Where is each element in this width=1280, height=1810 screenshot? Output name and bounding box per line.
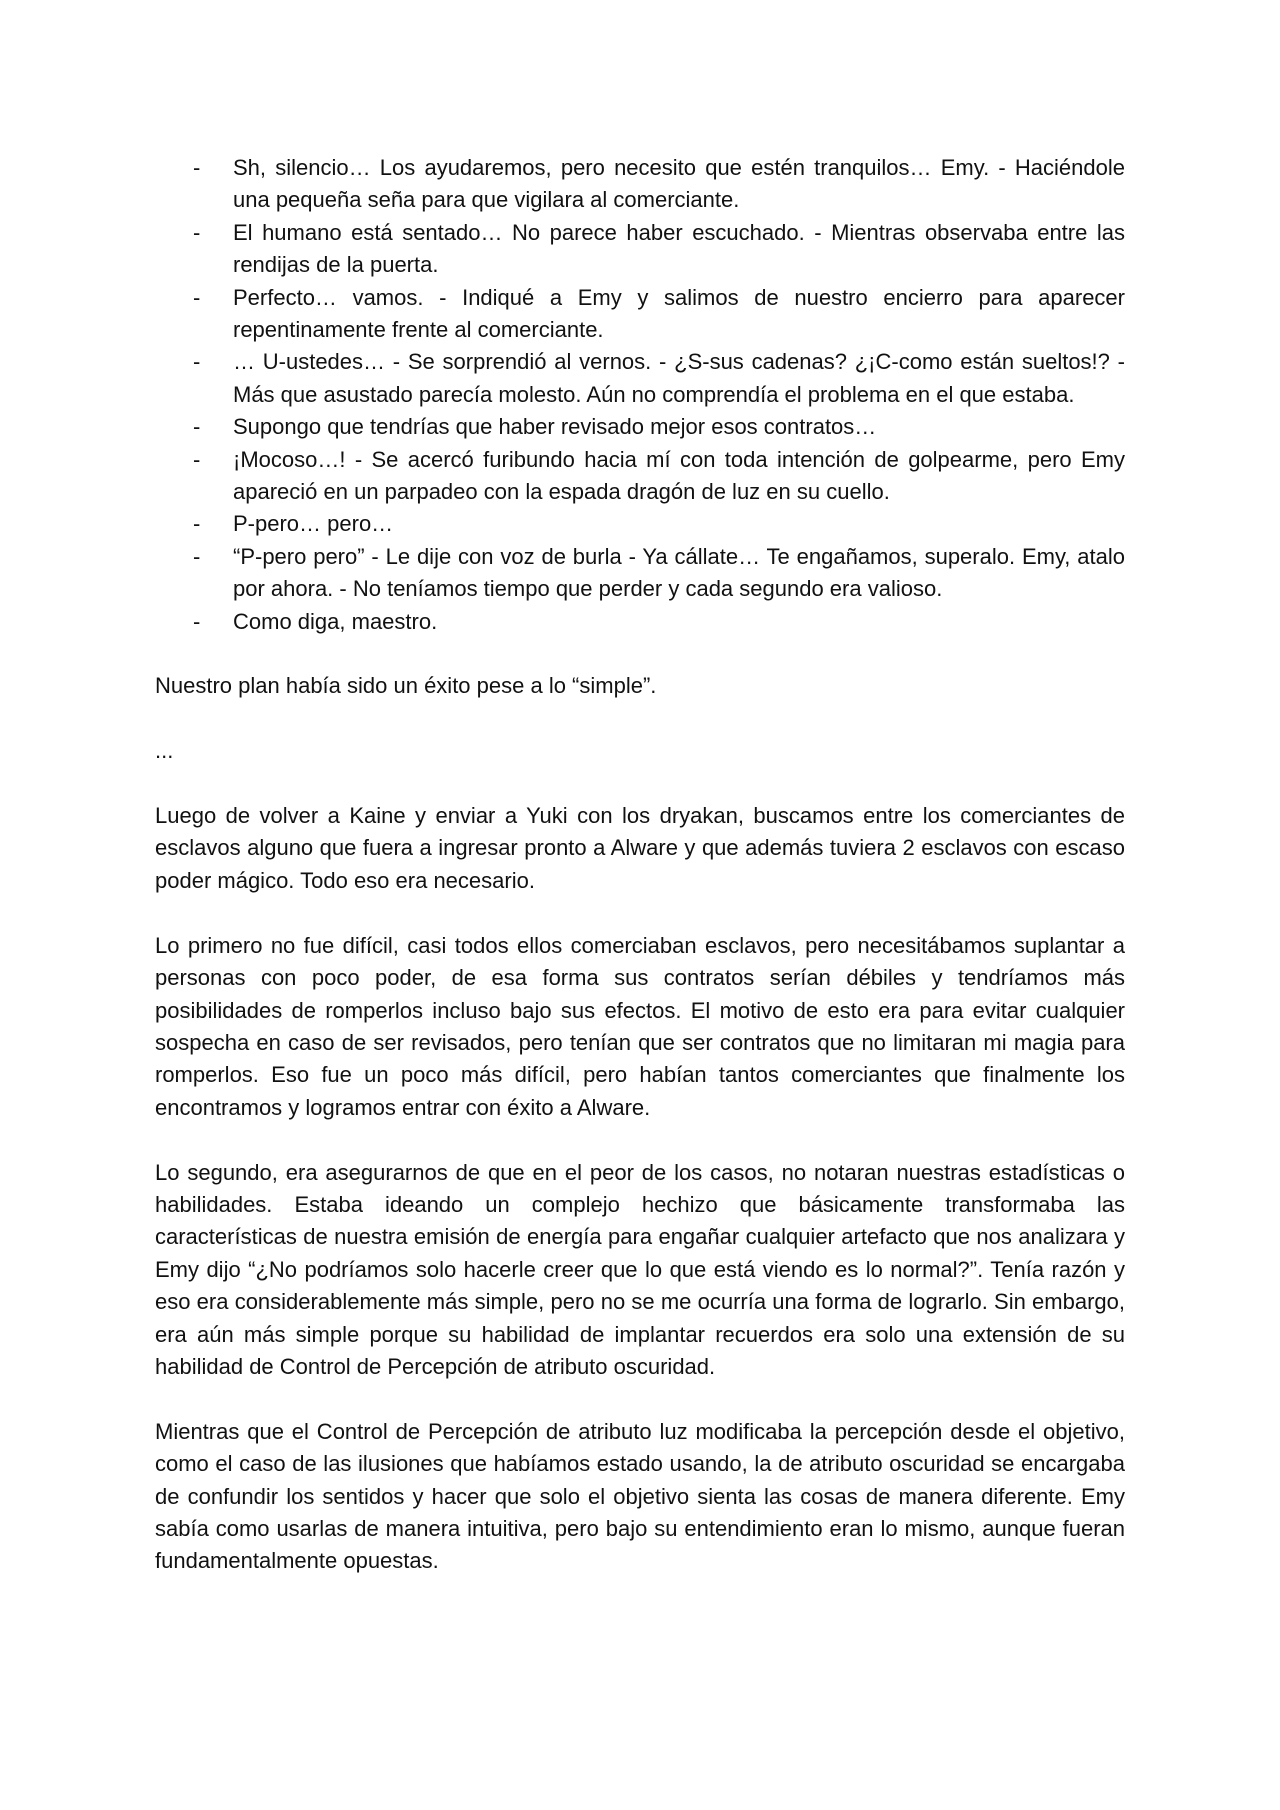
dialogue-line	[155, 282, 1125, 347]
paragraph: Lo segundo, era asegurarnos de que en el peor de los casos, no notaran nuestras estadísticas o habilidades. Estaba ideando un complejo hechizo que básicamente transformaba las características de nuestra emisión de energía para engañar cualquier artefacto que nos analizara y Emy dijo “¿No podríamos solo hacerle creer que lo que está viendo es lo normal?”. Tenía razón y eso era considerablemente más simple, pero no se me ocurría una forma de lograrlo. Sin embargo, era aún más simple porque su habilidad de implantar recuerdos era solo una extensión de su habilidad de Control de Percepción de atributo oscuridad.	[155, 1159, 1125, 1379]
dialogue-line	[155, 606, 1125, 638]
dialogue-text: Como diga, maestro.	[233, 608, 438, 634]
dialogue-text: “P-pero pero” - Le dije con voz de burla - Ya cállate… Te engañamos, superalo. Emy, atalo por ahora. - No teníamos tiempo que perder y cada segundo era valioso.	[233, 543, 1125, 602]
paragraph: Mientras que el Control de Percepción de atributo luz modificaba la percepción desde el objetivo, como el caso de las ilusiones que habíamos estado usando, la de atributo oscuridad se encargaba de confundir los sentidos y hacer que solo el objetivo sienta las cosas de manera diferente. Emy sabía como usarlas de manera intuitiva, pero bajo su entendimiento eran lo mismo, aunque fueran fundamentalmente opuestas.	[155, 1418, 1125, 1574]
dialogue-dash: -	[193, 219, 201, 245]
dialogue-line	[155, 152, 1125, 217]
dialogue-dash: -	[193, 446, 201, 472]
document-page	[155, 152, 1125, 1578]
dialogue-line	[155, 444, 1125, 509]
dialogue-text: … U-ustedes… - Se sorprendió al vernos. - ¿S-sus cadenas? ¿¡C-como están sueltos!? - Más que asustado parecía molesto. Aún no comprendía el problema en el que estaba.	[233, 349, 1125, 407]
dialogue-text: El humano está sentado… No parece haber escuchado. - Mientras observaba entre las rendijas de la puerta.	[233, 219, 1125, 278]
dialogue-text: Perfecto… vamos. - Indiqué a Emy y salimos de nuestro encierro para aparecer repentinamente frente al comerciante.	[233, 284, 1125, 343]
dialogue-dash: -	[193, 414, 201, 440]
paragraph: Luego de volver a Kaine y enviar a Yuki con los dryakan, buscamos entre los comerciantes de esclavos alguno que fuera a ingresar pronto a Alware y que además tuviera 2 esclavos con escaso poder mágico. Todo eso era necesario.	[155, 803, 1125, 893]
dialogue-text: P-pero… pero…	[233, 511, 394, 537]
dialogue-text: ¡Mocoso…! - Se acercó furibundo hacia mí con toda intención de golpearme, pero Emy apareció en un parpadeo con la espada dragón de luz en su cuello.	[233, 446, 1125, 505]
dialogue-dash: -	[193, 155, 201, 180]
paragraph: Nuestro plan había sido un éxito pese a lo “simple”.	[155, 673, 657, 699]
dialogue-line	[155, 541, 1125, 606]
dialogue-dash: -	[193, 511, 201, 537]
dialogue-line	[155, 346, 1125, 411]
dialogue-dash: -	[193, 543, 201, 569]
dialogue-text: Supongo que tendrías que haber revisado mejor esos contratos…	[233, 414, 877, 440]
scene-break: ...	[155, 738, 174, 764]
dialogue-line	[155, 411, 1125, 443]
dialogue-dash: -	[193, 284, 201, 310]
dialogue-list	[155, 152, 1125, 638]
dialogue-text: Sh, silencio… Los ayudaremos, pero necesito que estén tranquilos… Emy. - Haciéndole una pequeña seña para que vigilara al comerciante.	[233, 155, 1125, 213]
dialogue-dash: -	[193, 349, 201, 375]
dialogue-line	[155, 217, 1125, 282]
dialogue-dash: -	[193, 608, 201, 634]
dialogue-line	[155, 508, 1125, 540]
paragraph: Lo primero no fue difícil, casi todos ellos comerciaban esclavos, pero necesitábamos suplantar a personas con poco poder, de esa forma sus contratos serían débiles y tendríamos más posibilidades de romperlos incluso bajo sus efectos. El motivo de esto era para evitar cualquier sospecha en caso de ser revisados, pero tenían que ser contratos que no limitaran mi magia para romperlos. Eso fue un poco más difícil, pero habían tantos comerciantes que finalmente los encontramos y logramos entrar con éxito a Alware.	[155, 932, 1125, 1120]
